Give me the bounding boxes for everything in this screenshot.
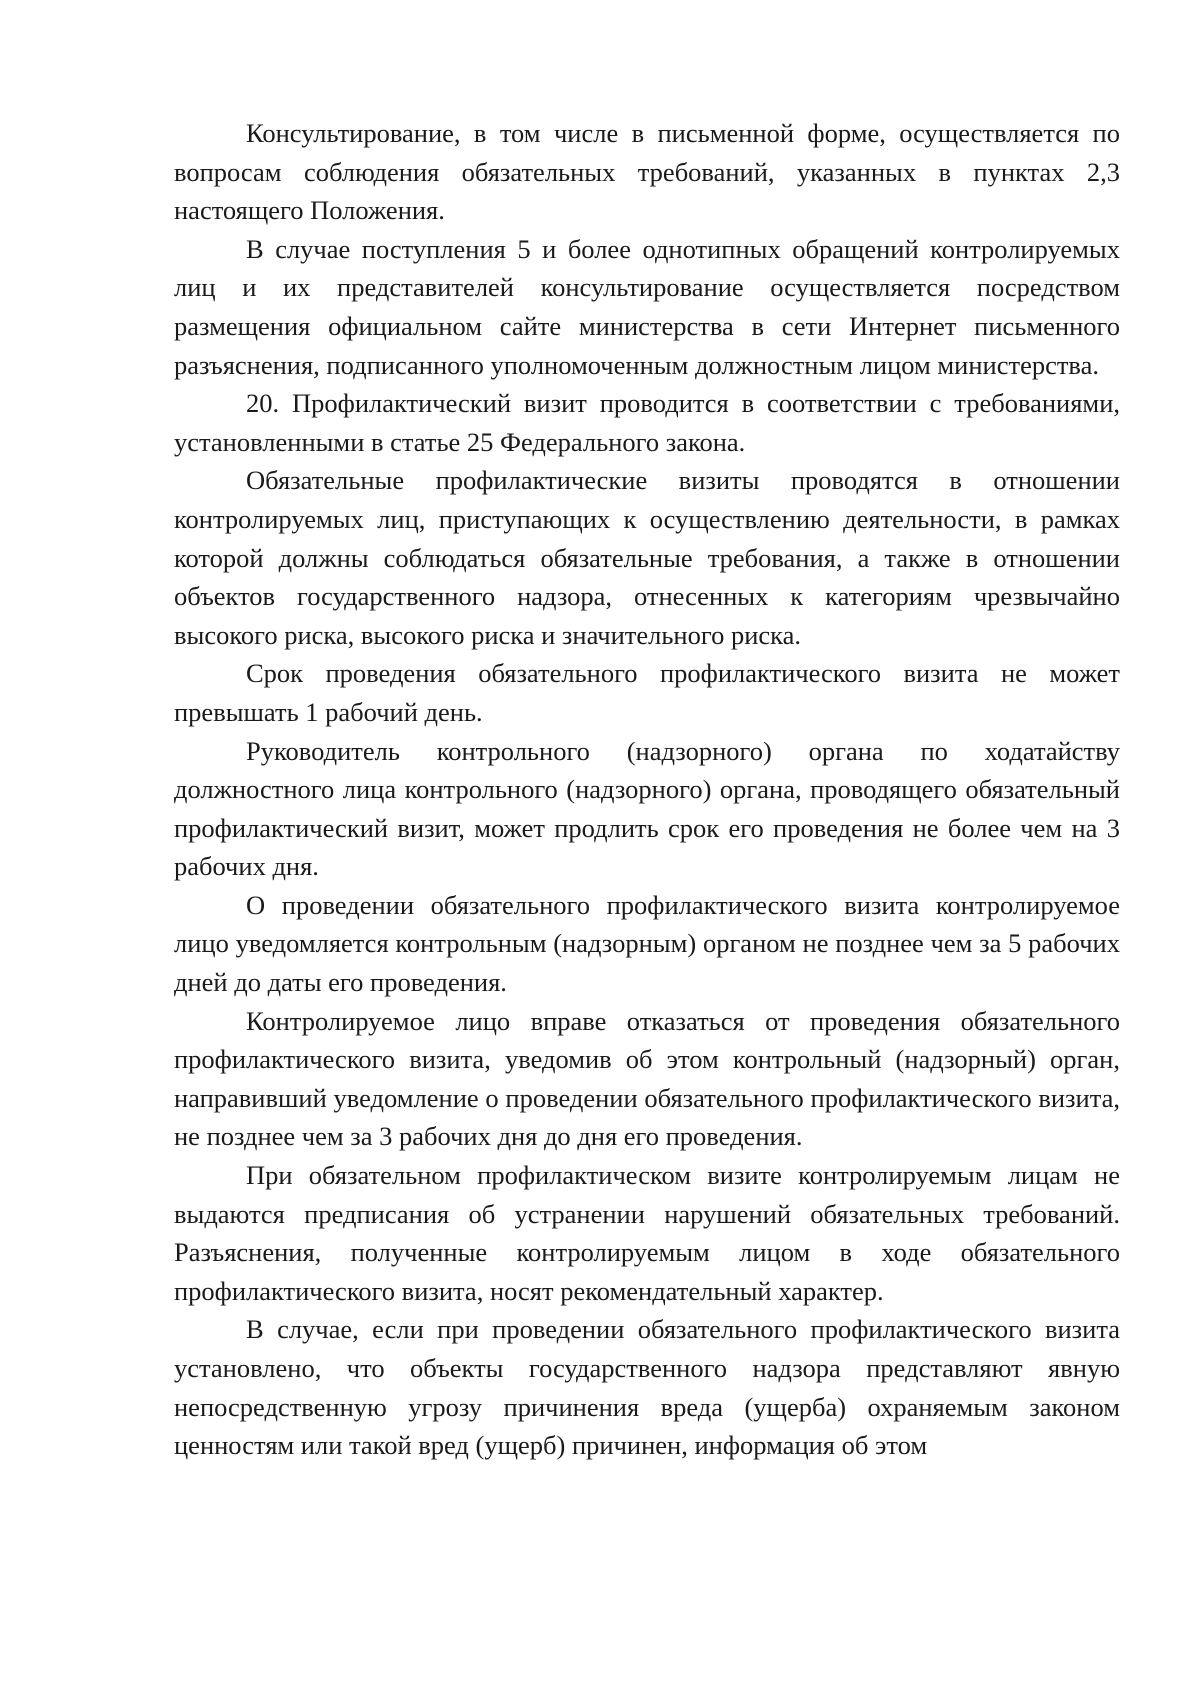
paragraph-consultation-multiple-requests: В случае поступления 5 и более однотипных обращений контролируемых лиц и их представителей консультирование осуществляется посредством размещения официальном сайте министерства в сети Интернет письменного разъяснения, подписанного уполномоченным должностным лицом министерства.	[174, 233, 1120, 380]
paragraph-mandatory-visits: Обязательные профилактические визиты проводятся в отношении контролируемых лиц, приступающих к осуществлению деятельности, в рамках которой должны соблюдаться обязательные требования, а также в отношении объектов государственного надзора, отнесенных к категориям чрезвычайно высокого риска, высокого риска и значительного риска.	[174, 465, 1120, 650]
paragraph-threat-detected: В случае, если при проведении обязательного профилактического визита установлено, что объекты государственного надзора представляют явную непосредственную угрозу причинения вреда (ущерба) охраняемым законом ценностям или такой вред (ущерб) причинен, информация об этом	[174, 1314, 1120, 1461]
paragraph-item-20-preventive-visit: 20. Профилактический визит проводится в соответствии с требованиями, установленными в статье 25 Федерального закона.	[174, 388, 1120, 457]
paragraph-consultation-written: Консультирование, в том числе в письменной форме, осуществляется по вопросам соблюдения обязательных требований, указанных в пунктах 2,3 настоящего Положения.	[174, 118, 1120, 226]
paragraph-visit-extension: Руководитель контрольного (надзорного) органа по ходатайству должностного лица контрольного (надзорного) органа, проводящего обязательный профилактический визит, может продлить срок его проведения не более чем на 3 рабочих дня.	[174, 735, 1120, 882]
paragraph-visit-refusal: Контролируемое лицо вправе отказаться от проведения обязательного профилактического визита, уведомив об этом контрольный (надзорный) орган, направивший уведомление о проведении обязательного профилактического визита, не позднее чем за 3 рабочих дня до дня его проведения.	[174, 1005, 1120, 1152]
paragraph-visit-notification: О проведении обязательного профилактического визита контролируемое лицо уведомляется контрольным (надзорным) органом не позднее чем за 5 рабочих дней до даты его проведения.	[174, 889, 1120, 998]
paragraph-visit-duration: Срок проведения обязательного профилактического визита не может превышать 1 рабочий день.	[174, 658, 1120, 727]
paragraph-no-orders-issued: При обязательном профилактическом визите контролируемым лицам не выдаются предписания об устранении нарушений обязательных требований. Разъяснения, полученные контролируемым лицом в ходе обязательного профилактического визита, носят рекомендательный характер.	[174, 1160, 1120, 1306]
document-body	[174, 114, 1120, 1465]
